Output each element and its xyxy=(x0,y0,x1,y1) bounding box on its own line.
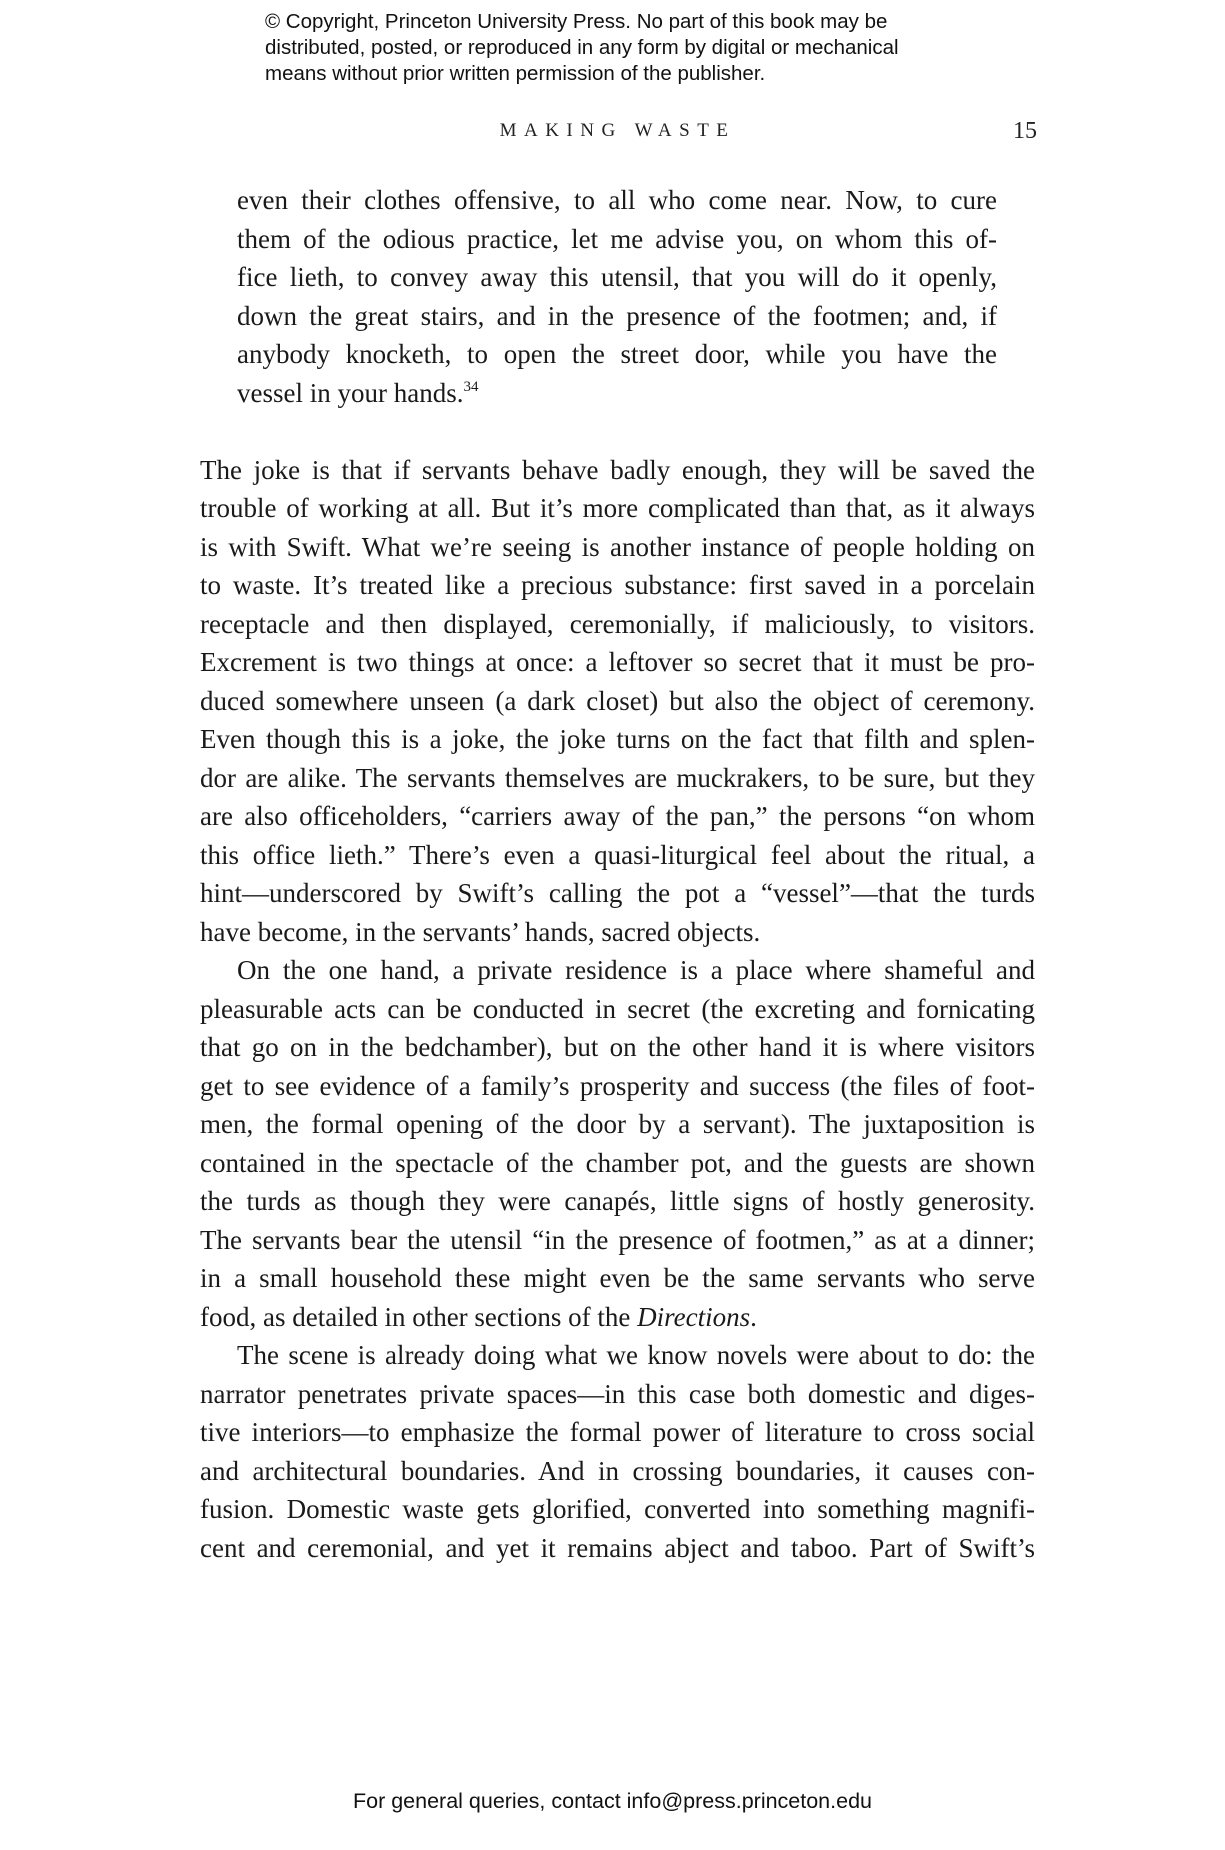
text-line: Excrement is two things at once: a leftover so secret that it must be pro- xyxy=(200,647,1035,677)
text-line: hint—underscored by Swift’s calling the pot a “vessel”—that the turds xyxy=(200,878,1035,908)
text-line-end: . xyxy=(750,1301,757,1332)
copyright-line: distributed, posted, or reproduced in any form by digital or mechanical xyxy=(265,36,899,59)
book-title: Directions xyxy=(637,1301,751,1332)
text-line: dor are alike. The servants themselves are muckrakers, to be sure, but they xyxy=(200,762,1035,793)
text-line: is with Swift. What we’re seeing is another instance of people holding on xyxy=(200,531,1035,562)
text-line: this office lieth.” There’s even a quasi-liturgical feel about the ritual, a xyxy=(200,839,1035,870)
text-line: and architectural boundaries. And in crossing boundaries, it causes con- xyxy=(200,1455,1035,1486)
text-line: tive interiors—to emphasize the formal power of literature to cross social xyxy=(200,1417,1035,1447)
text-line-with-title xyxy=(200,1298,1035,1337)
text-line: The servants bear the utensil “in the presence of footmen,” as at a dinner; xyxy=(200,1224,1035,1255)
text-line: men, the formal opening of the door by a servant). The juxtaposition is xyxy=(200,1109,1035,1139)
block-quote xyxy=(200,181,1035,412)
copyright-line: © Copyright, Princeton University Press. No part of this book may be xyxy=(265,10,888,33)
paragraph xyxy=(200,951,1035,1336)
text-line: pleasurable acts can be conducted in secret (the excreting and fornicating xyxy=(200,993,1035,1024)
copyright-line: means without prior written permission of the publisher. xyxy=(265,62,766,85)
text-line: The joke is that if servants behave badly enough, they will be saved the xyxy=(200,454,1035,485)
quote-line: even their clothes offensive, to all who come near. Now, to cure xyxy=(237,185,997,215)
text-line: fusion. Domestic waste gets glorified, converted into something magnifi- xyxy=(200,1494,1035,1524)
footer-contact: For general queries, contact info@press.princeton.edu xyxy=(352,1789,872,1813)
text-line: The scene is already doing what we know novels were about to do: the xyxy=(237,1340,1035,1370)
text-line: duced somewhere unseen (a dark closet) but also the object of ceremony. xyxy=(200,685,1035,716)
paragraph xyxy=(200,451,1035,952)
text-line: the turds as though they were canapés, little signs of hostly generosity. xyxy=(200,1186,1035,1216)
text-line: contained in the spectacle of the chamber pot, and the guests are shown xyxy=(200,1147,1035,1178)
text-line: have become, in the servants’ hands, sacred objects. xyxy=(200,916,761,947)
endnote-reference: 34 xyxy=(463,378,479,395)
running-head-title: MAKING WASTE xyxy=(499,120,736,141)
running-head xyxy=(200,118,1035,150)
page-number: 15 xyxy=(1013,118,1037,144)
text-line: get to see evidence of a family’s prosperity and success (the files of foot- xyxy=(200,1070,1035,1101)
copyright-notice xyxy=(265,9,1045,87)
quote-line: fice lieth, to convey away this utensil, that you will do it openly, xyxy=(237,262,997,292)
text-line: narrator penetrates private spaces—in this case both domestic and diges- xyxy=(200,1378,1035,1409)
text-line: cent and ceremonial, and yet it remains abject and taboo. Part of Swift’s xyxy=(200,1532,1035,1563)
text-line: that go on in the bedchamber), but on the other hand it is where visitors xyxy=(200,1032,1035,1062)
quote-line: anybody knocketh, to open the street door, while you have the xyxy=(237,339,997,369)
body-text xyxy=(200,181,1035,1567)
quote-line: them of the odious practice, let me advise you, on whom this of- xyxy=(237,223,997,254)
text-line: On the one hand, a private residence is a place where shameful and xyxy=(237,955,1035,985)
quote-line: down the great stairs, and in the presence of the footmen; and, if xyxy=(237,300,997,331)
text-line: are also officeholders, “carriers away of the pan,” the persons “on whom xyxy=(200,801,1035,831)
text-line: receptacle and then displayed, ceremonially, if maliciously, to visitors. xyxy=(200,608,1035,639)
text-line: in a small household these might even be the same servants who serve xyxy=(200,1263,1035,1293)
text-line: to waste. It’s treated like a precious substance: first saved in a porcelain xyxy=(200,570,1035,600)
quote-line-text: vessel in your hands. xyxy=(237,377,464,408)
paragraph xyxy=(200,1336,1035,1567)
paragraph-gap xyxy=(200,412,1035,451)
text-line: Even though this is a joke, the joke turns on the fact that filth and splen- xyxy=(200,724,1035,754)
text-line-start: food, as detailed in other sections of the xyxy=(200,1301,638,1332)
quote-last-line xyxy=(237,374,997,413)
text-line: trouble of working at all. But it’s more complicated than that, as it always xyxy=(200,493,1035,523)
